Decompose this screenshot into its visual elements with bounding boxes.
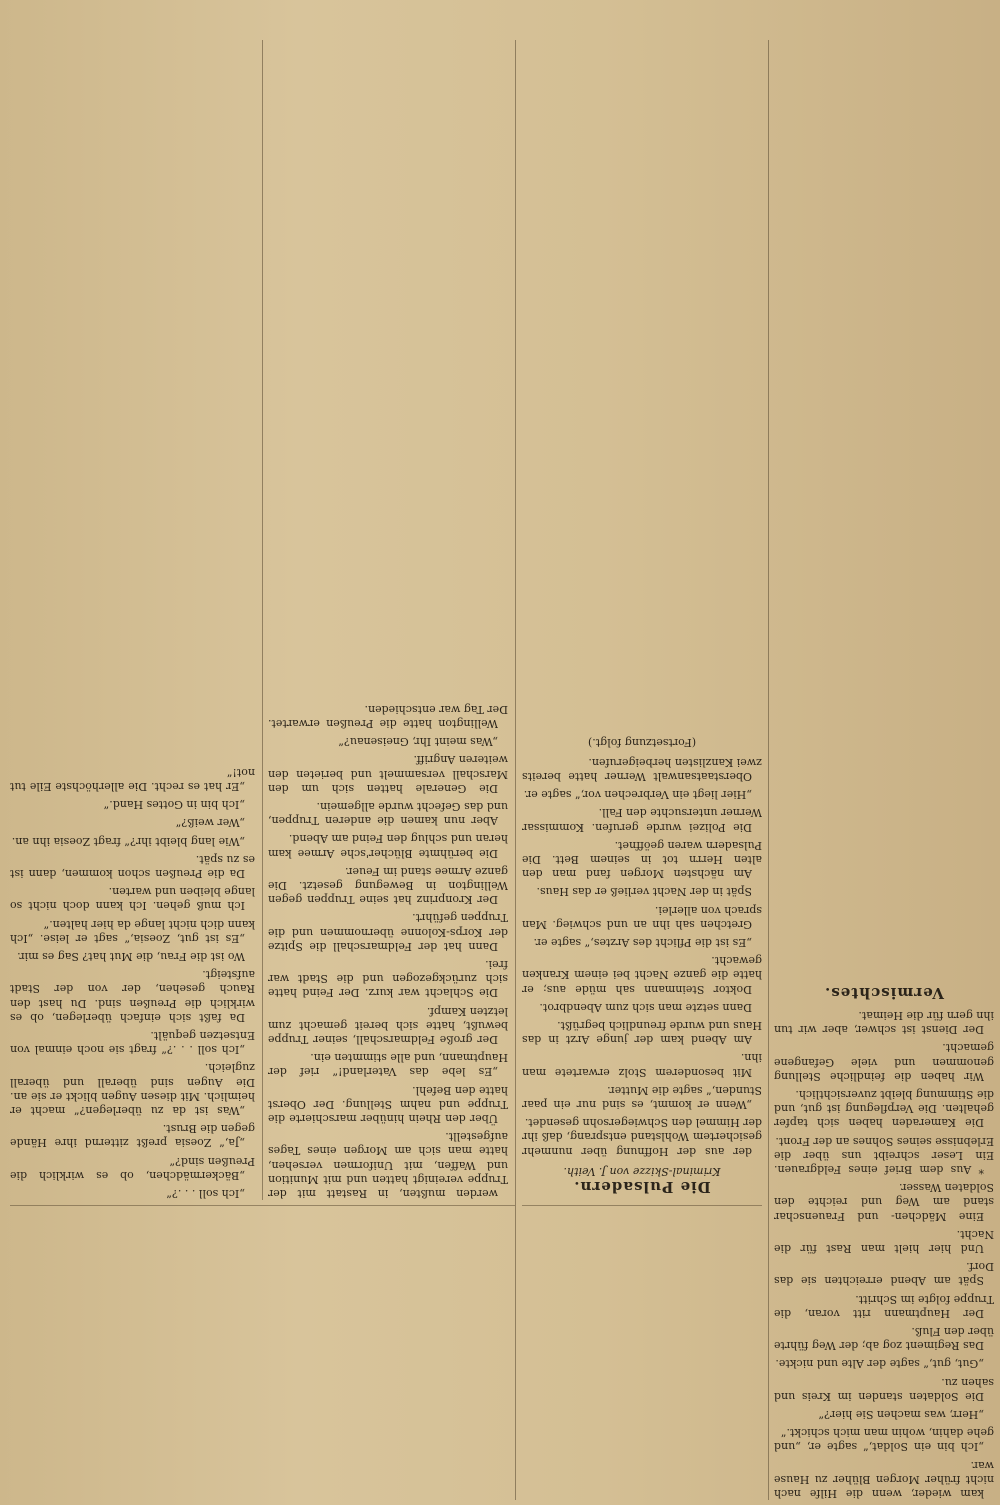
- paragraph: Am nächsten Morgen fand man den alten Herrn tot in seinem Bett. Die Pulsadern waren geöffnet.: [522, 838, 762, 881]
- column-divider: [515, 40, 516, 1500]
- column-2: [268, 40, 508, 1200]
- col2-body: [268, 702, 508, 1201]
- column-4-text: [774, 40, 994, 1500]
- paragraph: Die berühmte Blücher'sche Armee kam heran und schlug den Feind am Abend.: [268, 832, 508, 860]
- column-1: [10, 40, 255, 1200]
- column-3-text: [522, 40, 762, 1200]
- paragraph: „Bäckermädchen, ob es wirklich die Preußen sind?“: [10, 1154, 255, 1182]
- paragraph: Das Regiment zog ab; der Weg führte über den Fluß.: [774, 1324, 994, 1353]
- col4-heading: Vermischtes.: [824, 983, 944, 1002]
- paragraph: Der Hauptmann ritt voran, die Truppe folgte im Schritt.: [774, 1292, 994, 1320]
- paragraph: Und hier hielt man Rast für die Nacht.: [774, 1227, 994, 1255]
- column-divider: [262, 40, 263, 1200]
- paragraph: Oberstaatsanwalt Werner hatte bereits zwei Kanzlisten herbeigerufen.: [522, 755, 762, 783]
- column-1-text: [10, 40, 255, 1200]
- paragraph: Dann setzte man sich zum Abendbrot.: [539, 1000, 752, 1014]
- paragraph: kam wieder, wenn die Hilfe nach nicht früher Morgen Blüher zu Hause war.: [774, 1458, 994, 1500]
- col1-body: [10, 765, 255, 1200]
- column-divider: [768, 40, 769, 1500]
- paragraph: „Es ist gut, Zoesia,“ sagt er leise. „Ich kann dich nicht lange da hier halten.“: [10, 917, 255, 945]
- paragraph: Doktor Steinmann sah müde aus; er hatte die ganze Nacht bei einem Kranken gewacht.: [522, 954, 762, 996]
- paragraph: Der Kronprinz hat seine Truppen gegen Wellington in Bewegung gesetzt. Die ganze Armee stand im Feuer.: [268, 864, 508, 907]
- paragraph: Der große Feldmarschall, seiner Truppe bewußt, hatte sich bereit gemacht zum letzten Kampf.: [268, 1004, 508, 1046]
- paragraph: „Herr, was machen Sie hier?“: [818, 1407, 984, 1421]
- paragraph: „Es lebe das Vaterland!“ rief der Hauptmann, und alle stimmten ein.: [268, 1051, 508, 1079]
- col3-subheading: Kriminal-Skizze von J. Veith.: [563, 1164, 721, 1178]
- paragraph: „Gut, gut,“ sagte der Alte und nickte.: [775, 1357, 984, 1371]
- paragraph: Die Polizei wurde gerufen. Kommissar Werner untersuchte den Fall.: [522, 806, 762, 834]
- paragraph: „Wenn er kommt, es sind nur ein paar Stunden,“ sagte die Mutter.: [522, 1083, 762, 1111]
- paragraph: „Ich soll . . .?“ fragt sie noch einmal von Entsetzen gequält.: [10, 1028, 255, 1057]
- paragraph: * Aus dem Brief eines Feldgrauen. Ein Leser schreibt uns über die Erlebnisse seines Sohnes an der Front.: [774, 1134, 994, 1176]
- paragraph: Da faßt sich einfach überlegen, ob es wirklich die Preußen sind. Du hast den Rauch gesehen, der von der Stadt aufsteigt.: [10, 968, 255, 1024]
- paragraph: Dann hat der Feldmarschall die Spitze der Korps-Kolonne übernommen und die Truppen geführt.: [268, 911, 508, 953]
- paragraph: Spät am Abend erreichten sie das Dorf.: [774, 1260, 994, 1288]
- paragraph: Mit besonderem Stolz erwartete man ihn.: [522, 1051, 762, 1079]
- paragraph: Gretchen sah ihn an und schwieg. Man sprach von allerlei.: [522, 903, 762, 931]
- paragraph: „Ja,“ Zoesia preßt zitternd ihre Hände gegen die Brust.: [10, 1122, 255, 1150]
- paragraph: „Wer weiß?“: [175, 816, 245, 830]
- paragraph: „Was ist da zu überlegen?“ macht er heimlich. Mit diesen Augen blickt er sie an. Die Augen sind überall und überall zugleich.: [10, 1061, 255, 1117]
- column-3: [522, 40, 762, 1200]
- paragraph: Wellington hatte die Preußen erwartet. Der Tag war entschieden.: [268, 702, 508, 730]
- paragraph: „Ich bin in Gottes Hand.“: [103, 798, 245, 812]
- paragraph: Über den Rhein hinüber marschierte die Truppe und nahm Stellung. Der Oberst hatte den Befehl.: [268, 1083, 508, 1125]
- paragraph: „Ich bin ein Soldat,“ sagte er, „und gehe dahin, wohin man mich schickt.“: [774, 1426, 994, 1454]
- paragraph: werden mußten, in Rastatt mit der Truppe vereinigt hatten und mit Munition und Waffen, mit Uniformen versehen, hatte man sich am Morgen eines Tages aufgestellt.: [268, 1130, 508, 1200]
- col3-continuation: (Fortsetzung folgt.): [587, 735, 697, 749]
- section-divider: [10, 1205, 515, 1206]
- paragraph: „Wie lang bleibt ihr?“ fragt Zoesia ihn an.: [11, 834, 245, 848]
- paragraph: Die Generale hatten sich um den Marschall versammelt und berieten den weiteren Angriff.: [268, 753, 508, 795]
- paragraph: „Es ist die Pflicht des Arztes,“ sagte er.: [533, 935, 752, 949]
- column-4: [774, 40, 994, 1500]
- col3-heading: Die Pulsadern.: [573, 1178, 711, 1196]
- paragraph: Wir haben die feindliche Stellung genommen und viele Gefangene gemacht.: [774, 1041, 994, 1083]
- paragraph: „Was meint Ihr, Gneisenau?“: [338, 735, 498, 749]
- col3-body: [522, 755, 762, 1158]
- section-divider: [522, 1205, 762, 1206]
- paragraph: der aus der Hoffnung über nunmehr gesichertem Wohlstand entsprang, daß ihr der Himmel den Schwiegersohn gesendet.: [522, 1116, 762, 1158]
- paragraph: Spät in der Nacht verließ er das Haus.: [536, 885, 752, 899]
- paragraph: „Hier liegt ein Verbrechen vor,“ sagte er.: [523, 788, 752, 802]
- paragraph: Am Abend kam der junge Arzt in das Haus und wurde freundlich begrüßt.: [522, 1018, 762, 1047]
- paragraph: Eine Mädchen- und Frauenschar stand am Weg und reichte den Soldaten Wasser.: [774, 1181, 994, 1223]
- paragraph: „Er hat es recht. Die allerhöchste Eile tut not!“: [10, 765, 255, 793]
- paragraph: „Ich soll . . .?“: [166, 1187, 245, 1200]
- col4-body: [774, 1008, 994, 1500]
- paragraph: Die Schlacht war kurz. Der Feind hatte sich zurückgezogen und die Stadt war frei.: [268, 957, 508, 1000]
- paragraph: Wo ist die Frau, die Mut hat? Sag es mir.: [17, 949, 245, 963]
- paragraph: Die Soldaten standen im Kreis und sahen zu.: [774, 1375, 994, 1403]
- column-2-text: [268, 40, 508, 1200]
- paragraph: Da die Preußen schon kommen, dann ist es zu spät.: [10, 852, 255, 880]
- paragraph: Die Kameraden haben sich tapfer gehalten. Die Verpflegung ist gut, und die Stimmung bleibt zuversichtlich.: [774, 1087, 994, 1130]
- paragraph: Ich muß gehen. Ich kann doch nicht so lange bleiben und warten.: [10, 885, 255, 913]
- paragraph: Aber nun kamen die anderen Truppen, und das Gefecht wurde allgemein.: [268, 799, 508, 828]
- paragraph: Der Dienst ist schwer, aber wir tun ihn gern für die Heimat.: [774, 1008, 994, 1037]
